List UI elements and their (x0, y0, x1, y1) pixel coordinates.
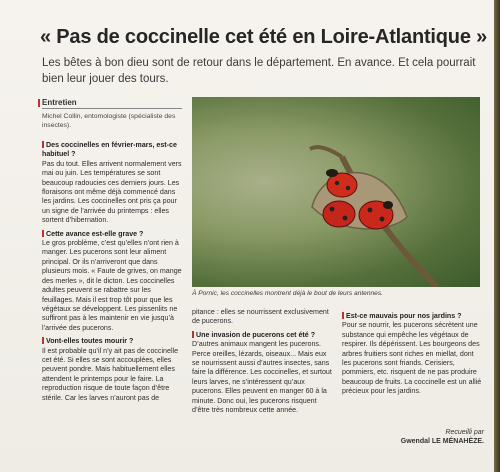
signature-role: Recueilli par (445, 429, 484, 436)
answer-5: Pour se nourrir, les pucerons sécrètent une substance qui empêche les végétaux de respirer. Ils dépérissent. Les bourgeons des arbres fruitiers sont riches en miellat, dont les pucerons sont friands. Cerisiers, pommiers, etc. risquent de ne pas produire beaucoup de fruits. La coccinelle est un allié précieux pour les jardins. (342, 321, 482, 396)
interviewee-byline: Michel Collin, entomologiste (spécialiste des insectes). (42, 113, 176, 129)
photo-caption: À Pornic, les coccinelles montrent déjà le bout de leurs antennes. (192, 290, 383, 297)
signature-name: Gwendal LE MÉNAHÈZE. (400, 438, 484, 445)
question-4: Une invasion de pucerons cet été ? (192, 331, 332, 340)
answer-4: D’autres animaux mangent les pucerons. Perce oreilles, lézards, oiseaux... Mais eux se nourrissent aussi d’autres insectes, sans faire la différence. Les coccinelles, et surtout leurs larves, ne s’intéressent qu’aux pucerons. Elles peuvent en manger 60 à la minute. Donc oui, les pucerons risquent d’être très nombreux cette année. (192, 340, 332, 415)
answer-2: Le gros problème, c’est qu’elles n’ont rien à manger. Les pucerons sont leur aliment principal. Or ils n’arriveront que dans plusieurs mois. « Faute de grives, on mange des merles », dit le dicton. Les coccinelles adultes peuvent se rabattre sur les feuillages. Mais il est trop tôt pour que les végétaux se développent. Les pissenlits ne suffiront pas à les maintenir en vie jusqu’à l’arrivée des pucerons. (42, 239, 182, 332)
answer-3: Il est probable qu’il n’y ait pas de coccinelle cet été. Si elles se sont accouplées, elles peuvent pondre. Mais habituellement elles attendent le printemps pour le faire. La reproduction risque de toute façon d’être stérile. Car les larves n’auront pas de (42, 346, 179, 402)
question-1: Des coccinelles en février-mars, est-ce habituel ? (42, 141, 182, 160)
twig-branch (310, 147, 342, 157)
question-3: Vont-elles toutes mourir ? (42, 337, 182, 346)
subheadline: Les bêtes à bon dieu sont de retour dans le département. En avance. Et cela pourrait bien leur jouer des tours. (42, 57, 476, 85)
question-2: Cette avance est-elle grave ? (42, 230, 182, 239)
column-1 (42, 137, 182, 403)
section-label: Entretien (42, 98, 182, 109)
ladybug-3 (359, 201, 393, 229)
ladybug-1 (323, 201, 355, 227)
page-edge (494, 0, 500, 472)
ladybug-illustration (192, 97, 480, 287)
answer-3-continued: pitance : elles se nourrissent exclusivement de pucerons. (192, 308, 329, 326)
headline: « Pas de coccinelle cet été en Loire-Atlantique » (40, 26, 488, 48)
column-2 (192, 308, 332, 415)
ladybug-photo (192, 97, 480, 287)
signature (342, 428, 484, 446)
answer-1: Pas du tout. Elles arrivent normalement vers mai ou juin. Les températures se sont beaucoup radoucies ces derniers jours. Les floraisons ont même déjà commencé dans les jardins. Les coccinelles ont pris ça pour un signe de l’arrivée du printemps : elles sortent d’hibernation. (42, 159, 182, 225)
question-5: Est-ce mauvais pour nos jardins ? (342, 312, 484, 321)
column-3 (342, 308, 484, 397)
